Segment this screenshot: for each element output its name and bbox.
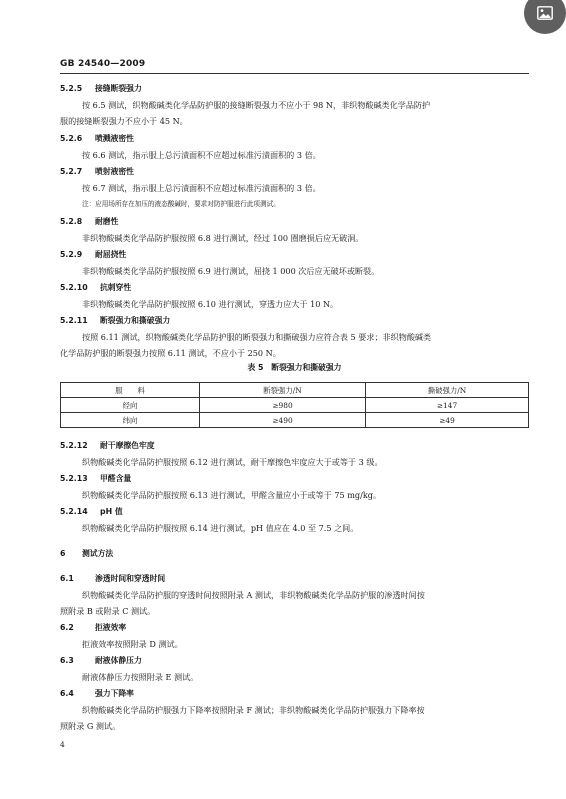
section-heading: 6.3 耐液体静压力: [60, 656, 142, 665]
image-icon: [537, 6, 553, 20]
section-5-2-14: [60, 504, 529, 536]
section-5-2-12: [60, 438, 529, 470]
section-5-2-9: [60, 247, 529, 279]
paragraph: 非织物酸碱类化学品防护服按照 6.8 进行测试，经过 100 圈磨损后应无破洞。: [82, 233, 364, 243]
paragraph-cont: 服的接缝断裂强力不应小于 45 N。: [60, 116, 188, 126]
section-heading: 5.2.7 喷射液密性: [60, 167, 134, 176]
table-cell: ≥490: [200, 413, 366, 428]
paragraph-cont: 照附录 B 或附录 C 测试。: [60, 606, 156, 616]
section-5-2-6: [60, 131, 529, 163]
table-cell: ≥49: [366, 413, 529, 428]
section-heading: 5.2.9 耐屈挠性: [60, 250, 127, 259]
table-header-cell: 服 料: [61, 383, 200, 398]
paragraph: 织物酸碱类化学品防护服的穿透时间按照附录 A 测试，非织物酸碱类化学品防护服的渗透时间按: [82, 590, 425, 600]
paragraph: 非织物酸碱类化学品防护服按照 6.10 进行测试，穿透力应大于 10 N。: [82, 299, 339, 309]
paragraph: 拒液效率按照附录 D 测试。: [82, 639, 183, 649]
section-5-2-10: [60, 280, 529, 312]
standard-header: GB 24540—2009: [60, 59, 146, 69]
table-cell: 纬向: [61, 413, 200, 428]
section-heading: 6.4 强力下降率: [60, 689, 134, 698]
section-5-2-11: [60, 313, 529, 361]
paragraph-cont: 化学品防护服的断裂强力按照 6.11 测试，不应小于 250 N。: [60, 348, 281, 358]
header-rule: [60, 73, 529, 74]
paragraph: 耐液体静压力按照附录 E 测试。: [82, 672, 199, 682]
page-number: 4: [60, 740, 65, 749]
section-5-2-7: [60, 164, 529, 212]
paragraph: 织物酸碱类化学品防护服强力下降率按照附录 F 测试；非织物酸碱类化学品防护服强力下降率按: [82, 705, 425, 715]
table-row: [61, 413, 529, 428]
section-heading: 5.2.14 pH 值: [60, 507, 123, 516]
section-6-4: [60, 686, 529, 734]
table-row: [61, 398, 529, 413]
section-6-3: [60, 653, 529, 685]
section-6: [60, 546, 529, 562]
section-6-1: [60, 571, 529, 619]
section-heading: 6.1 渗透时间和穿透时间: [60, 574, 166, 583]
table-cell: ≥980: [200, 398, 366, 413]
paragraph: 按照 6.11 测试，织物酸碱类化学品防护服的断裂强力和撕破强力应符合表 5 要求；非织物酸碱类: [82, 332, 432, 342]
section-5-2-13: [60, 471, 529, 503]
table-caption: 表 5 断裂强力和撕破强力: [247, 363, 342, 372]
section-heading: 5.2.10 抗刺穿性: [60, 283, 132, 292]
paragraph: 按 6.5 测试，织物酸碱类化学品防护服的接缝断裂强力不应小于 98 N，非织物酸碱类化学品防护: [82, 100, 431, 110]
table-header-cell: 撕破强力/N: [366, 383, 529, 398]
section-heading: 6.2 拒液效率: [60, 623, 127, 632]
table-cell: 经向: [61, 398, 200, 413]
section-heading: 5.2.11 断裂强力和撕破强力: [60, 316, 171, 325]
section-heading: 5.2.12 耐干摩擦色牢度: [60, 441, 155, 450]
note: 注：应用场所存在加压的液态酸碱时，要求对防护服进行此项测试。: [82, 200, 280, 208]
section-heading: 5.2.6 喷溅液密性: [60, 134, 134, 143]
table-5: [60, 382, 529, 428]
paragraph: 非织物酸碱类化学品防护服按照 6.9 进行测试，屈挠 1 000 次后应无破坏或断裂。: [82, 266, 380, 276]
paragraph: 按 6.7 测试，指示服上总污渍面积不应超过标准污渍面积的 3 倍。: [82, 183, 321, 193]
paragraph: 织物酸碱类化学品防护服按照 6.13 进行测试，甲醛含量应小于或等于 75 mg/kg。: [82, 490, 382, 500]
paragraph: 织物酸碱类化学品防护服按照 6.12 进行测试，耐干摩擦色牢度应大于或等于 3 级。: [82, 457, 383, 467]
section-heading: 5.2.5 接缝断裂强力: [60, 84, 142, 93]
table-cell: ≥147: [366, 398, 529, 413]
section-heading: 5.2.13 甲醛含量: [60, 474, 132, 483]
image-viewer-button[interactable]: [524, 0, 566, 34]
paragraph-cont: 照附录 G 测试。: [60, 721, 121, 731]
paragraph: 按 6.6 测试，指示服上总污渍面积不应超过标准污渍面积的 3 倍。: [82, 150, 321, 160]
section-heading: 5.2.8 耐磨性: [60, 217, 119, 226]
table-header-row: [61, 383, 529, 398]
chapter-heading: 6 测试方法: [60, 549, 114, 558]
paragraph: 织物酸碱类化学品防护服按照 6.14 进行测试，pH 值应在 4.0 至 7.5 之间。: [82, 523, 359, 533]
section-6-2: [60, 620, 529, 652]
section-5-2-5: [60, 81, 529, 129]
table-header-cell: 断裂强力/N: [200, 383, 366, 398]
section-5-2-8: [60, 214, 529, 246]
